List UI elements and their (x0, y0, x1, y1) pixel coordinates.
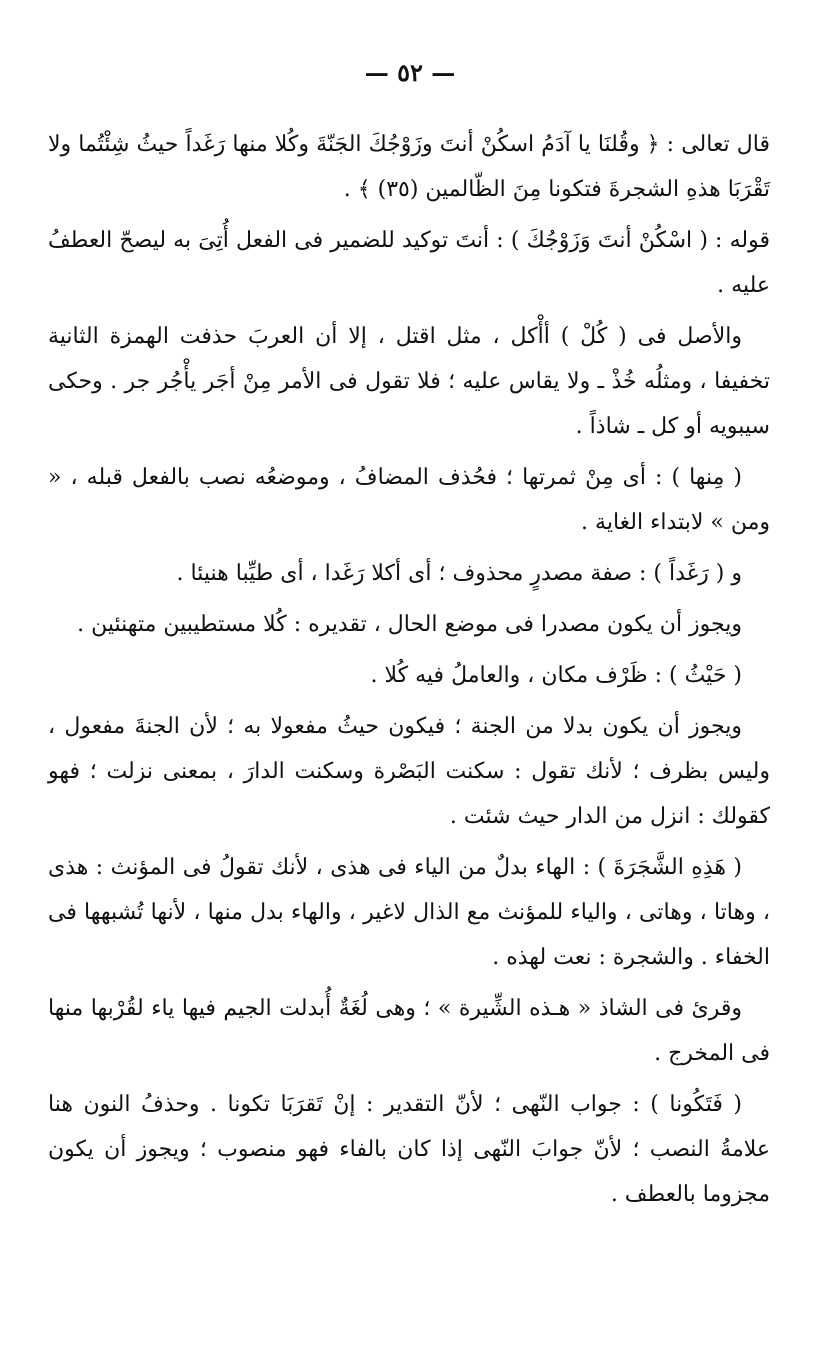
page-number: — ٥٢ — (364, 58, 456, 87)
commentary-paragraph: قوله : ( اسْكُنْ أنتَ وَزَوْجُكَ ) : أنتَ توكيد للضمير فى الفعل أُتِىَ به ليصحّ العطفُ عليه . (48, 228, 770, 298)
commentary-paragraph: ( فَتَكُونا ) : جواب النّهى ؛ لأنّ التقدير : إنْ تَقرَبَا تكونا . وحذفُ النون هنا علامةُ النصب ؛ لأنّ جوابَ النّهى إذا كان بالفاء فهو منصوب ؛ ويجوز أن يكون مجزوما بالعطف . (48, 1092, 770, 1207)
commentary-paragraph: ( حَيْثُ ) : ظَرْف مكان ، والعاملُ فيه كُلا . (370, 663, 742, 688)
commentary-paragraph: ويجوز أن يكون بدلا من الجنة ؛ فيكون حيثُ مفعولا به ؛ لأن الجنةَ مفعول ، وليس بظرف ؛ لأنك تقول : سكنت البَصْرة وسكنت الدارَ ، بمعنى نزلت ؛ فهو كقولك : انزل من الدار حيث شئت . (48, 714, 770, 829)
main-text (48, 122, 770, 1223)
commentary-paragraph: ويجوز أن يكون مصدرا فى موضع الحال ، تقديره : كُلا مستطيبين متهنئين . (77, 612, 742, 637)
commentary-paragraph: ( هَذِهِ الشَّجَرَةَ ) : الهاء بدلٌ من الياء فى هذى ، لأنك تقولُ فى المؤنث : هذى ، وهاتا ، وهاتى ، والياء للمؤنث مع الذال لاغير ، والهاء بدل منها ، لأنها تُشبهها فى الخفاء . والشجرة : نعت لهذه . (48, 855, 770, 970)
commentary-paragraph: وقرئ فى الشاذ « هـذه الشِّيرة » ؛ وهى لُغَةٌ أُبدلت الجيم فيها ياء لقُرْبها منها فى المخرج . (48, 996, 770, 1066)
quran-verse-paragraph: قال تعالى : ﴿ وقُلنَا يا آدَمُ اسكُنْ أنتَ وزَوْجُكَ الجَنّةَ وكُلا منها رَغَداً حيثُ شِئْتُما ولا تَقْرَبَا هذهِ الشجرةَ فتكونا مِنَ الظّالمين (٣٥) ﴾ . (48, 132, 770, 202)
commentary-paragraph: والأصل فى ( كُلْ ) أأْكل ، مثل اقتل ، إلا أن العربَ حذفت الهمزة الثانية تخفيفا ، ومثلُه خُذْ ـ ولا يقاس عليه ؛ فلا تقول فى الأمر مِنْ أجَر يأْجُر جر . وحكى سيبويه أو كل ـ شاذاً . (48, 324, 770, 439)
commentary-paragraph: ( مِنها ) : أى مِنْ ثمرتها ؛ فحُذف المضافُ ، وموضعُه نصب بالفعل قبله ، « ومن » لابتداء الغاية . (48, 465, 770, 535)
commentary-paragraph: و ( رَغَداً ) : صفة مصدرٍ محذوف ؛ أى أكلا رَغَدا ، أى طيِّبا هنيئا . (176, 561, 742, 586)
